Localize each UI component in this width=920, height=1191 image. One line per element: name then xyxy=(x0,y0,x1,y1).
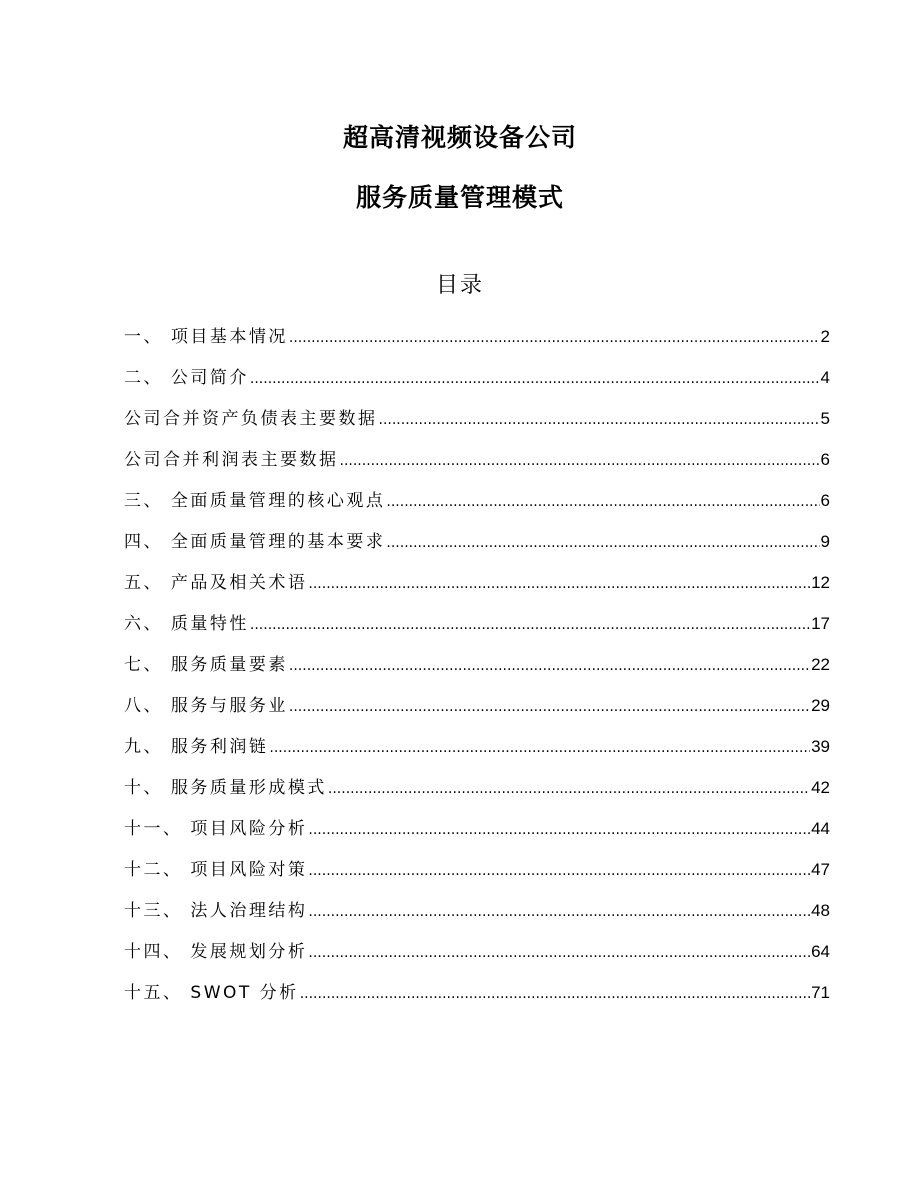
toc-entry-page: 42 xyxy=(811,778,830,797)
toc-entry[interactable] xyxy=(124,691,830,732)
table-of-contents xyxy=(124,322,830,1019)
toc-entry-page: 22 xyxy=(811,655,830,674)
toc-entry-page: 47 xyxy=(811,860,830,879)
toc-dot-leader xyxy=(308,856,810,886)
toc-entry-label: 公司合并资产负债表主要数据 xyxy=(124,409,378,429)
toc-dot-leader xyxy=(289,651,810,681)
toc-entry-page: 6 xyxy=(820,491,830,510)
toc-entry[interactable] xyxy=(124,486,830,527)
document-subtitle: 服务质量管理模式 xyxy=(355,183,564,212)
toc-entry-page: 48 xyxy=(811,901,830,920)
toc-entry-label: 二、 公司简介 xyxy=(124,368,249,388)
toc-entry-label: 十一、 项目风险分析 xyxy=(124,819,308,839)
toc-entry-label: 七、 服务质量要素 xyxy=(124,655,288,675)
toc-entry-label: 五、 产品及相关术语 xyxy=(124,573,308,593)
toc-entry[interactable] xyxy=(124,363,830,404)
toc-entry[interactable] xyxy=(124,896,830,937)
toc-heading: 目录 xyxy=(435,273,484,298)
toc-entry-label: 十四、 发展规划分析 xyxy=(124,942,308,962)
toc-dot-leader xyxy=(308,569,810,599)
toc-dot-leader xyxy=(308,815,810,845)
toc-entry[interactable] xyxy=(124,937,830,978)
toc-entry-label: 十、 服务质量形成模式 xyxy=(124,778,327,798)
toc-entry-page: 64 xyxy=(811,942,830,961)
toc-entry[interactable] xyxy=(124,322,830,363)
toc-dot-leader xyxy=(250,610,810,640)
document-title: 超高清视频设备公司 xyxy=(342,123,577,152)
toc-entry-page: 2 xyxy=(820,327,830,346)
toc-entry-page: 39 xyxy=(811,737,830,756)
toc-entry-page: 71 xyxy=(811,983,830,1002)
toc-dot-leader xyxy=(386,528,819,558)
toc-entry-label: 三、 全面质量管理的核心观点 xyxy=(124,491,386,511)
toc-dot-leader xyxy=(289,692,810,722)
toc-dot-leader xyxy=(386,487,819,517)
toc-entry-label: 九、 服务利润链 xyxy=(124,737,269,757)
toc-entry-label: 十五、 SWOT 分析 xyxy=(124,983,299,1003)
toc-entry-label: 十三、 法人治理结构 xyxy=(124,901,308,921)
toc-entry[interactable] xyxy=(124,978,830,1019)
toc-entry-page: 5 xyxy=(820,409,830,428)
toc-dot-leader xyxy=(308,938,810,968)
toc-entry[interactable] xyxy=(124,732,830,773)
toc-entry-label: 公司合并利润表主要数据 xyxy=(124,450,339,470)
toc-entry-page: 4 xyxy=(820,368,830,387)
toc-dot-leader xyxy=(250,364,820,394)
toc-entry[interactable] xyxy=(124,814,830,855)
toc-entry-label: 八、 服务与服务业 xyxy=(124,696,288,716)
toc-entry[interactable] xyxy=(124,568,830,609)
toc-dot-leader xyxy=(340,446,820,476)
toc-dot-leader xyxy=(300,979,810,1009)
toc-entry-page: 17 xyxy=(811,614,830,633)
toc-entry-page: 9 xyxy=(820,532,830,551)
toc-entry[interactable] xyxy=(124,855,830,896)
toc-dot-leader xyxy=(379,405,820,435)
toc-entry-label: 四、 全面质量管理的基本要求 xyxy=(124,532,386,552)
toc-entry-label: 六、 质量特性 xyxy=(124,614,249,634)
toc-entry-page: 6 xyxy=(820,450,830,469)
toc-entry[interactable] xyxy=(124,445,830,486)
toc-dot-leader xyxy=(328,774,810,804)
toc-entry[interactable] xyxy=(124,773,830,814)
toc-dot-leader xyxy=(269,733,810,763)
toc-entry-label: 十二、 项目风险对策 xyxy=(124,860,308,880)
toc-entry[interactable] xyxy=(124,527,830,568)
toc-entry-page: 12 xyxy=(811,573,830,592)
toc-entry[interactable] xyxy=(124,609,830,650)
toc-entry[interactable] xyxy=(124,650,830,691)
toc-entry-page: 44 xyxy=(811,819,830,838)
toc-dot-leader xyxy=(289,323,820,353)
toc-entry-page: 29 xyxy=(811,696,830,715)
toc-entry-label: 一、 项目基本情况 xyxy=(124,327,288,347)
toc-dot-leader xyxy=(308,897,810,927)
toc-entry[interactable] xyxy=(124,404,830,445)
